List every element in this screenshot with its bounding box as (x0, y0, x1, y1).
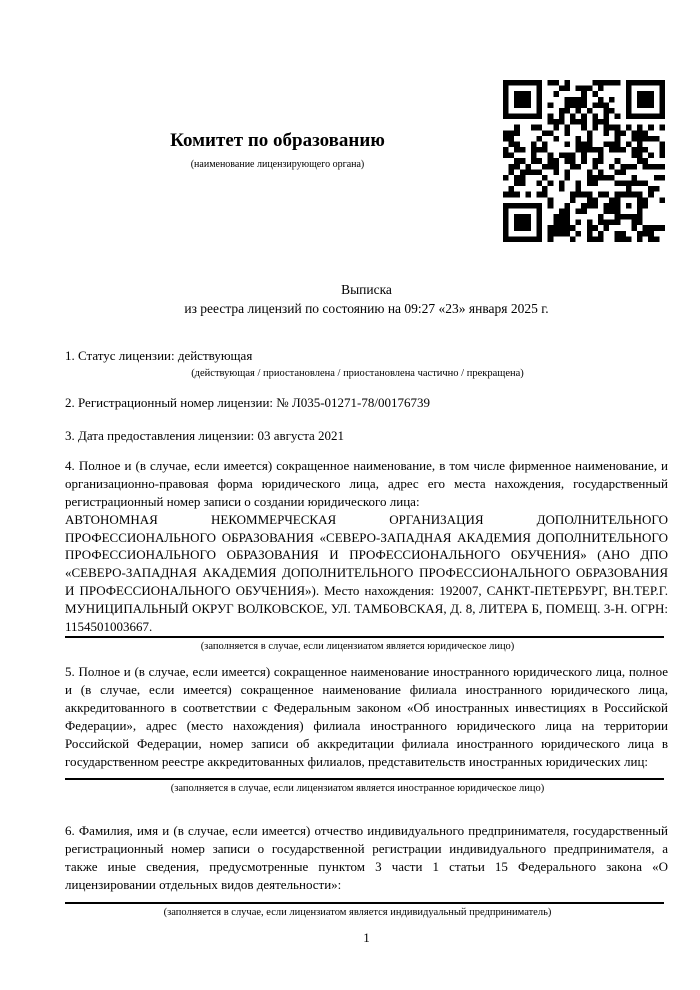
licensing-authority-name: Комитет по образованию (170, 130, 385, 151)
entrepreneur-note: (заполняется в случае, если лицензиатом является индивидуальный предприниматель) (163, 906, 552, 918)
page-number: 1 (363, 929, 370, 945)
document-title-line1: Выписка (341, 282, 392, 297)
item-entrepreneur: 6. Фамилия, имя и (в случае, если имеется) отчество индивидуального предпринимателя, государственный регистрационный номер записи о государственной регистрации индивидуального предпринимателя, а также иные сведения, предусмотренные пунктом 3 части 1 статьи 15 Федерального закона «О лицензировании отдельных видов деятельности»: (65, 823, 668, 893)
document-title-line2: из реестра лицензий по состоянию на 09:27 «23» января 2025 г. (184, 300, 549, 316)
licensing-authority-caption: (наименование лицензирующего органа) (190, 159, 365, 170)
qr-code (503, 80, 665, 242)
legal-entity-note-wrap (65, 641, 650, 653)
document-title (65, 281, 668, 318)
status-options-note-wrap (65, 368, 650, 380)
separator-legal-entity (65, 636, 664, 638)
item-grant-date: 3. Дата предоставления лицензии: 03 августа 2021 (65, 428, 345, 443)
licensing-authority-block (65, 130, 490, 170)
item-registration-number: 2. Регистрационный номер лицензии: № Л035-01271-78/00176739 (65, 394, 431, 410)
item-legal-entity-value: АВТОНОМНАЯ НЕКОММЕРЧЕСКАЯ ОРГАНИЗАЦИЯ ДОПОЛНИТЕЛЬНОГО ПРОФЕССИОНАЛЬНОГО ОБРАЗОВАНИЯ «СЕВЕРО-ЗАПАДНАЯ АКАДЕМИЯ ДОПОЛНИТЕЛЬНОГО ПРОФЕССИОНАЛЬНОГО ОБРАЗОВАНИЯ И ПРОФЕССИОНАЛЬНОГО ОБУЧЕНИЯ» (АНО ДПО «СЕВЕРО-ЗАПАДНАЯ АКАДЕМИЯ ДОПОЛНИТЕЛЬНОГО ПРОФЕССИОНАЛЬНОГО ОБРАЗОВАНИЯ И ПРОФЕССИОНАЛЬНОГО ОБУЧЕНИЯ»). Место нахождения: 192007, САНКТ-ПЕТЕРБУРГ, ВН.ТЕР.Г. МУНИЦИПАЛЬНЫЙ ОКРУГ ВОЛКОВСКОЕ, УЛ. ТАМБОВСКАЯ, Д. 8, ЛИТЕРА Б, ПОМЕЩ. 3-Н. ОГРН: 1154501003667. (65, 511, 668, 635)
separator-entrepreneur (65, 902, 664, 904)
separator-foreign-entity (65, 778, 664, 780)
foreign-entity-note-wrap (65, 783, 650, 795)
qr-code-image (503, 80, 665, 242)
item-license-status: 1. Статус лицензии: действующая (65, 348, 253, 363)
status-options-note: (действующая / приостановлена / приостановлена частично / прекращена) (191, 367, 524, 379)
legal-entity-note: (заполняется в случае, если лицензиатом является юридическое лицо) (200, 640, 515, 652)
item-foreign-entity: 5. Полное и (в случае, если имеется) сокращенное наименование иностранного юридического лица, полное и (в случае, если имеется) сокращенное наименование филиала иностранного юридического лица, аккредитованного в соответствии с Федеральным законом «Об иностранных инвестициях в Российской Федерации», адрес (место нахождения) филиала иностранного юридического лица на территории Российской Федерации, номер записи об аккредитации филиала иностранного юридического лица в государственном реестре аккредитованных филиалов, представительств иностранных юридических лиц: (65, 663, 668, 769)
item-legal-entity-intro: 4. Полное и (в случае, если имеется) сокращенное наименование, в том числе фирменное наименование, и организационно-правовая форма юридического лица, адрес его места нахождения, государственный регистрационный номер записи о создании юридического лица: (65, 457, 668, 509)
entrepreneur-note-wrap (65, 907, 650, 919)
foreign-entity-note: (заполняется в случае, если лицензиатом является иностранное юридическое лицо) (170, 783, 545, 795)
